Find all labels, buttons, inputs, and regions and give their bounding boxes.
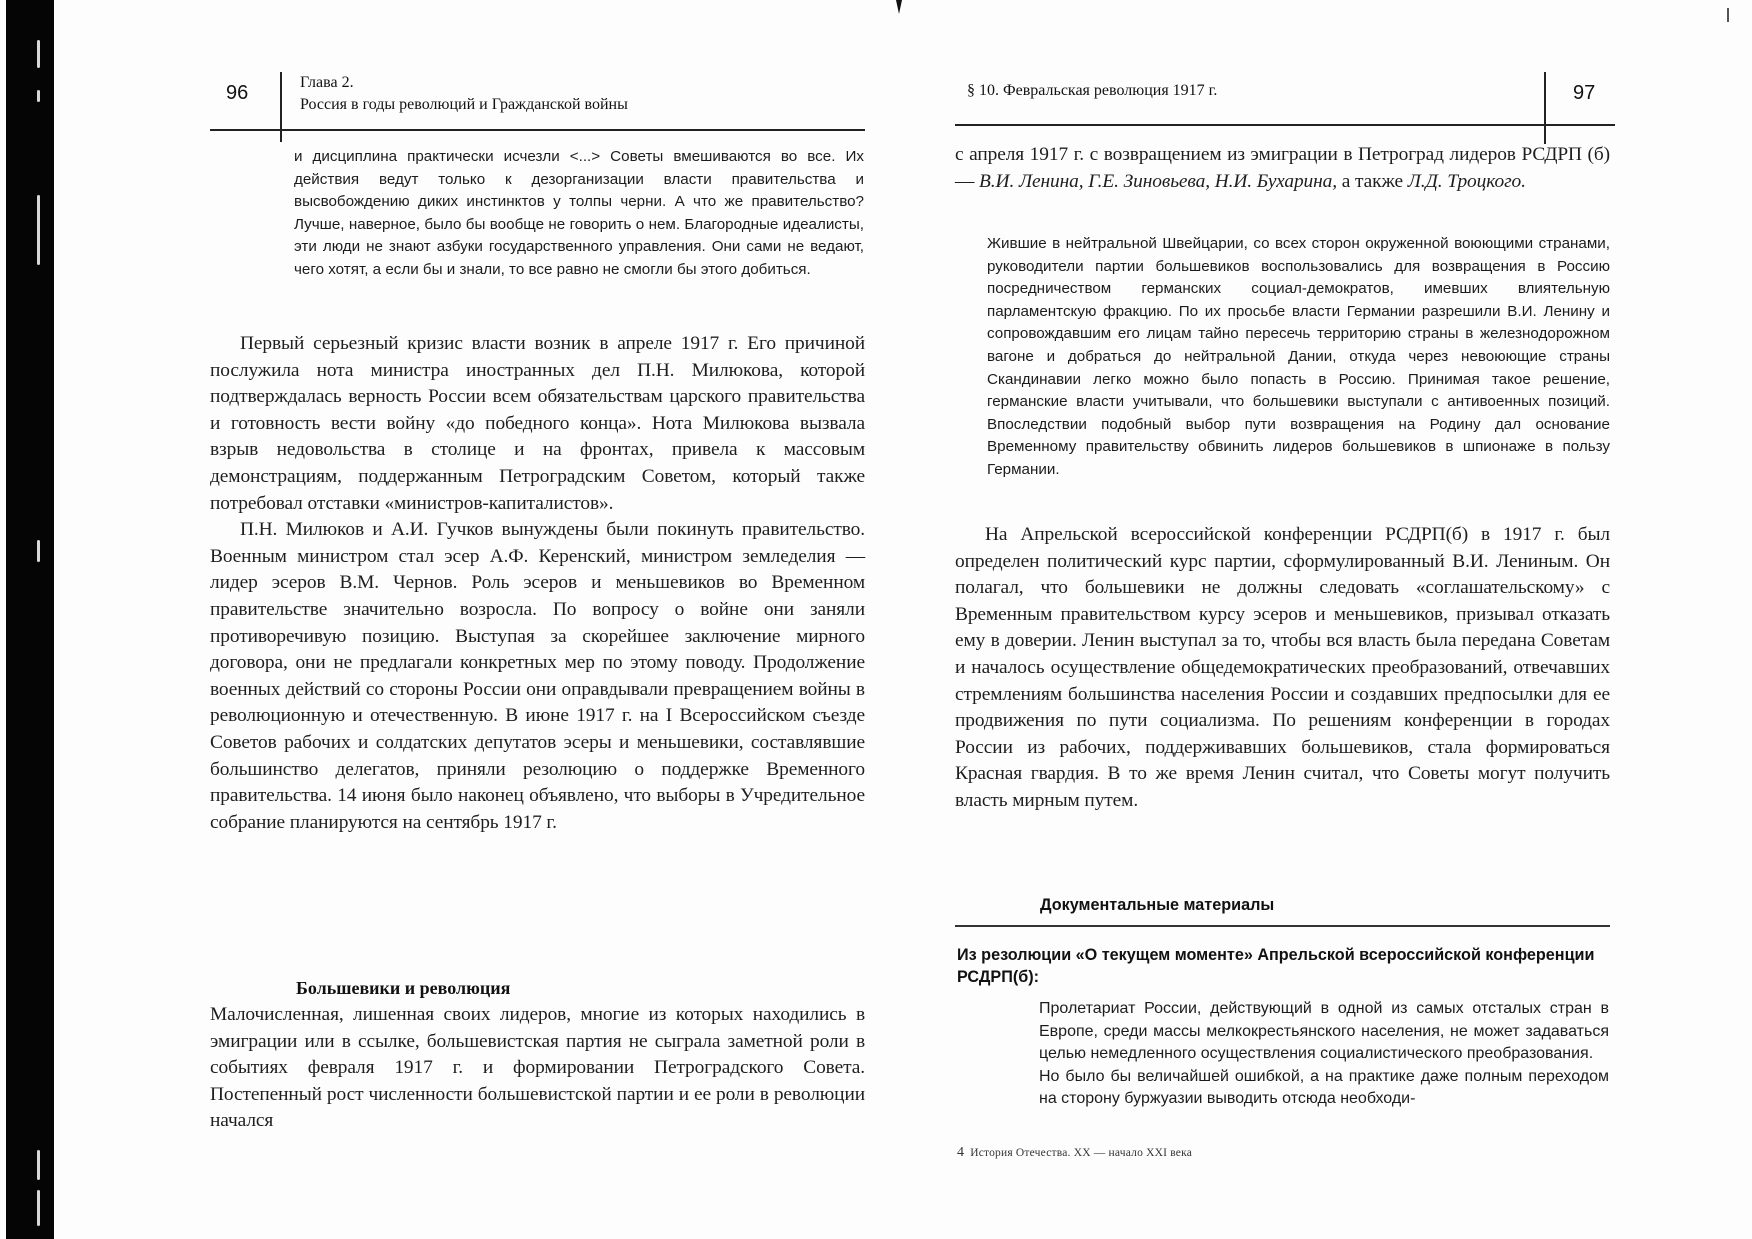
trotsky-name: Л.Д. Троцкого. <box>1407 170 1526 192</box>
paragraph: Первый серьезный кризис власти возник в апреле 1917 г. Его причиной послужила нота министра иностранных дел П.Н. Милюкова, которой подтверждалась верность России всем обязательствам царского правительства и готовность вести войну «до победного конца». Нота Милюкова вызвала взрыв недовольства в столице и на фронтах, привела к массовым демонстрациям, поддержанным Петроградским Советом, который также потребовал отставки «министров-капиталистов». <box>210 333 865 514</box>
continuation-text <box>955 142 1610 195</box>
paragraph: Но было бы величайшей ошибкой, а на практике даже полным переходом на сторону буржуазии выводить отсюда необходи- <box>1039 1067 1609 1108</box>
main-text <box>955 522 1610 815</box>
chapter-label: Глава 2. <box>300 74 354 91</box>
section-heading: Большевики и революция <box>296 978 511 998</box>
page-number: 96 <box>226 82 249 104</box>
signature-number: 4 <box>957 1145 965 1160</box>
paragraph: Малочисленная, лишенная своих лидеров, многие из которых находились в эмиграции или в ссылке, большевистская партия не сыграла заметной роли в событиях февраля 1917 г. и формировании Петроградского Совета. Постепенный рост численности большевистской партии и ее роли в революции начался <box>210 1004 865 1132</box>
scan-binding-edge <box>6 0 54 1239</box>
paragraph: На Апрельской всероссийской конференции РСДРП(б) в 1917 г. был определен политический курс партии, сформулированный В.И. Лениным. Он полагал, что большевики не должны следовать «соглашательскому» с Временным правительством курсу эсеров и меньшевиков, призывал отказать ему в доверии. Ленин выступал за то, чтобы вся власть была передана Советам и началось осуществление общедемократических преобразований, отвечавших стремлениям большинства населения России и создавших предпосылки для ее продвижения по пути социализма. По решениям конференции в городах России из рабочих, поддерживавших большевиков, стала формироваться Красная гвардия. В то же время Ленин считал, что Советы могут получить власть мирным путем. <box>955 524 1610 811</box>
book-title: История Отечества. XX — начало XXI века <box>970 1147 1192 1159</box>
document-title: Из резолюции «О текущем моменте» Апрельской всероссийской конференции РСДРП(б): <box>957 946 1595 986</box>
leaders-names: В.И. Ленина, Г.Е. Зиновьева, Н.И. Бухарина, <box>979 170 1337 192</box>
main-text <box>210 331 865 836</box>
header-rule <box>210 129 865 131</box>
scan-artifact-mark <box>896 0 902 14</box>
running-head: § 10. Февральская революция 1917 г. <box>967 82 1218 99</box>
scan-artifact-mark <box>1727 8 1729 22</box>
chapter-title: Россия в годы революций и Гражданской войны <box>300 96 628 113</box>
paragraph: Пролетариат России, действующий в одной из самых отсталых стран в Европе, среди массы мелкокрестьянского населения, не может задаваться целью немедленного осуществления социалистического преобразования. <box>1039 1000 1609 1063</box>
right-page <box>955 0 1615 1239</box>
document-excerpt <box>1039 998 1609 1111</box>
header-divider <box>1544 72 1546 144</box>
header-divider <box>280 72 282 142</box>
sidebar-note: Жившие в нейтральной Швейцарии, со всех сторон окруженной воюющими странами, руководители партии большевиков воспользовались для возвращения в Россию посредничеством германских социал-демократов, имевших влиятельную парламентскую фракцию. По их просьбе власти Германии разрешили В.И. Ленину и сопровождавшим его лицам тайно пересечь территорию страны в железнодорожном вагоне и добраться до нейтральной Дании, откуда через невоюющие страны Скандинавии легко можно было попасть в Россию. Принимая такое решение, германские власти учитывали, что большевики выступали с антивоенных позиций. Впоследствии подобный выбор пути возвращения на Родину дал основание Временному правительству обвинить лидеров большевиков в шпионаже в пользу Германии. <box>987 235 1610 478</box>
quote-continuation: и дисциплина практически исчезли <...> Советы вмешиваются во все. Их действия ведут только к дезорганизации власти правительства и высвобождению диких инстинктов у толпы черни. А что же правительство? Лучше, наверное, было бы вообще не говорить о нем. Благородные идеалисты, эти люди не знают азбуки государственного управления. Они сами не ведают, чего хотят, а если бы и знали, то все равно не смогли бы этого добиться. <box>294 148 864 278</box>
left-page <box>210 0 870 1239</box>
header-rule <box>955 124 1615 126</box>
paragraph: с апреля 1917 г. с возвращением из эмиграции в Петроград лидеров РСДРП (б) — В.И. Ленина, Г.Е. Зиновьева, Н.И. Бухарина, а также Л.Д. Троцкого. <box>955 144 1610 192</box>
running-head <box>300 72 628 116</box>
documents-heading: Документальные материалы <box>1040 896 1275 914</box>
paragraph: П.Н. Милюков и А.И. Гучков вынуждены были покинуть правительство. Военным министром стал эсер А.Ф. Керенский, министром земледелия — лидер эсеров В.М. Чернов. Роль эсеров и меньшевиков во Временном правительстве значительно возросла. По вопросу о войне они заняли противоречивую позицию. Выступая за скорейшее заключение мирного договора, они не предлагали конкретных мер по этому поводу. Продолжение военных действий со стороны России они оправдывали превращением войны в революционную и отечественную. В июне 1917 г. на I Всероссийском съезде Советов рабочих и солдатских депутатов эсеры и меньшевики, составлявшие большинство делегатов, приняли резолюцию о поддержке Временного правительства. 14 июня было наконец объявлено, что выборы в Учредительное собрание планируются на сентябрь 1917 г. <box>210 519 865 833</box>
section-text <box>210 1002 865 1135</box>
page-number: 97 <box>1573 82 1596 104</box>
signature-footer <box>957 1145 1192 1161</box>
section-rule <box>955 925 1610 927</box>
